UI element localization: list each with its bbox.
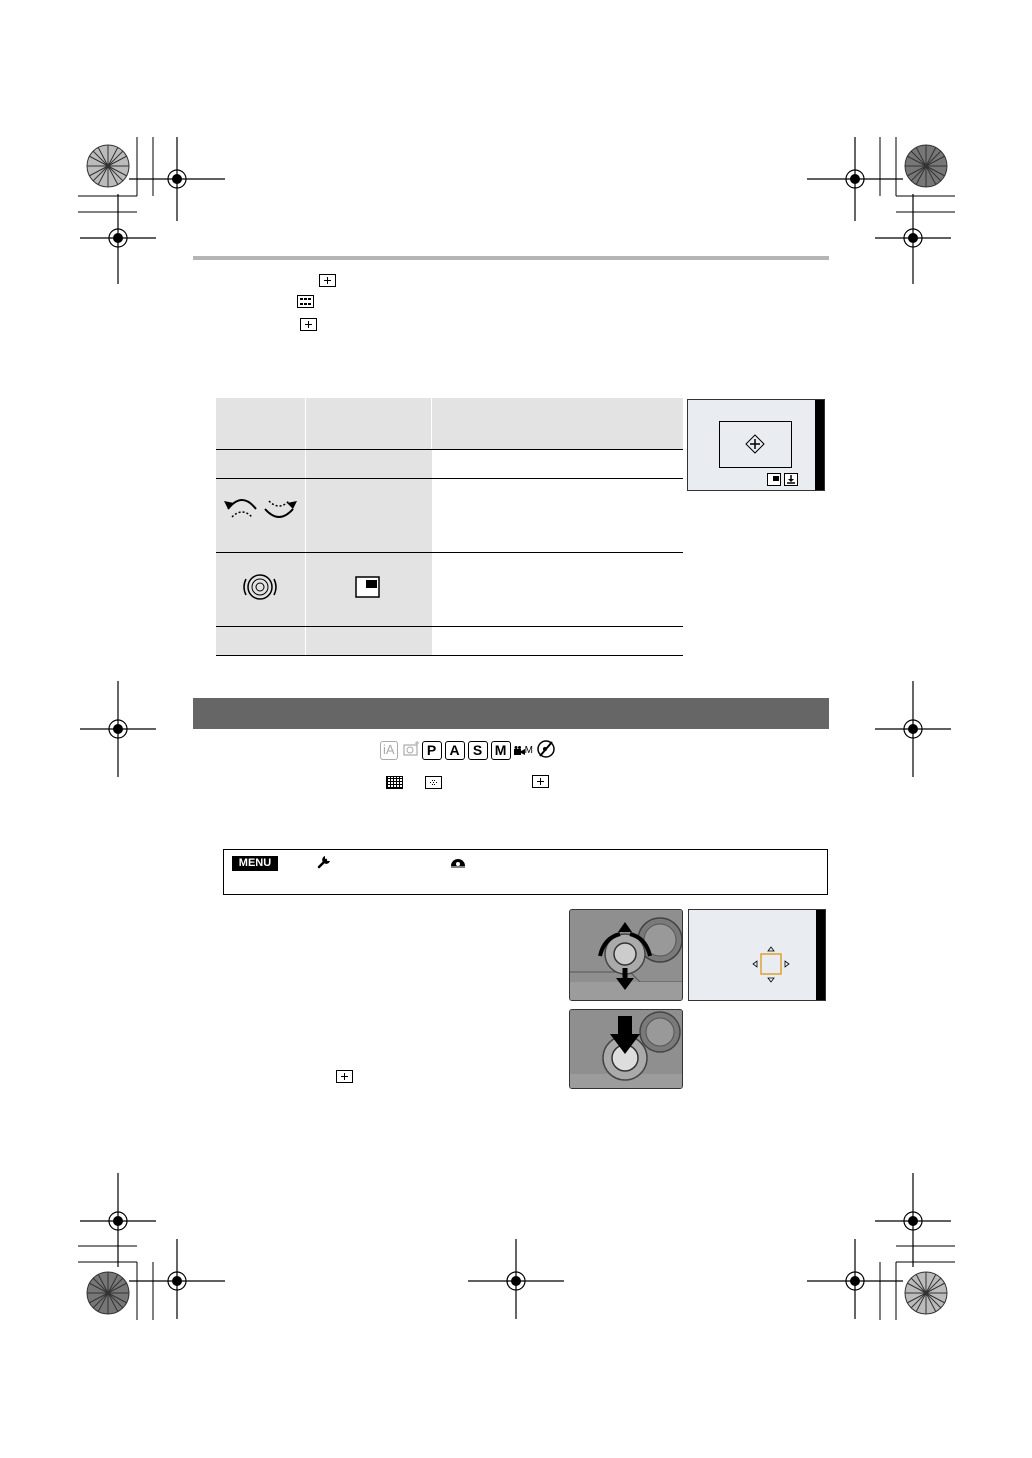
starburst-bottom-right: [905, 1272, 947, 1314]
table-cell: [216, 626, 306, 655]
mode-s-icon: S: [468, 741, 488, 760]
table-cell: [432, 552, 684, 626]
mode-ia-plus-icon: [401, 741, 419, 760]
header-rule: [193, 256, 829, 260]
operation-table: [216, 398, 683, 656]
starburst-bottom-left: [87, 1272, 129, 1314]
table-cell: [216, 449, 306, 478]
mode-ia-icon: iA: [380, 741, 398, 760]
wrench-icon: [316, 854, 332, 870]
grid-area-icon: [386, 776, 403, 789]
table-row: [216, 626, 683, 655]
table-cell: [432, 478, 684, 552]
screen-preview-af-area: [687, 399, 825, 491]
table-header-cell: [432, 398, 684, 449]
focus-area-icon: [336, 1070, 353, 1083]
af-area-frame: [719, 421, 792, 468]
table-cell: [216, 478, 306, 552]
mode-p-icon: P: [422, 741, 442, 760]
screen-side-bar: [815, 400, 824, 490]
starburst-top-left: [87, 145, 129, 187]
mode-movie-icon: [514, 741, 533, 760]
mode-creative-icon: [536, 738, 556, 763]
table-cell: [306, 478, 432, 552]
table-cell: [306, 449, 432, 478]
table-cell: [216, 552, 306, 626]
focus-area-icon: [300, 318, 317, 331]
table-cell: [306, 626, 432, 655]
mode-a-icon: A: [445, 741, 465, 760]
table-cell: [432, 449, 684, 478]
multi-area-icon: [297, 295, 314, 308]
front-rear-dial-icon: [216, 479, 305, 547]
mode-m-icon: M: [491, 741, 511, 760]
section-header-bar: [193, 698, 829, 729]
table-header-row: [216, 398, 683, 449]
focus-area-icon: [319, 274, 336, 287]
joystick-press-photo: [569, 1009, 683, 1089]
control-dial-icon: [216, 553, 305, 621]
mode-movie-label: M: [524, 745, 533, 756]
table-row: [216, 478, 683, 552]
table-row: [216, 449, 683, 478]
menu-badge: MENU: [232, 856, 278, 871]
table-row: [216, 552, 683, 626]
table-header-cell: [306, 398, 432, 449]
table-header-cell: [216, 398, 306, 449]
screen-side-bar: [816, 910, 825, 1000]
focus-area-icon: [532, 775, 549, 788]
starburst-top-right: [905, 145, 947, 187]
custom-multi-icon: [425, 776, 442, 789]
joystick-tilt-photo: [569, 909, 683, 1001]
af-frame-movable: [751, 946, 791, 984]
af-size-icon: [767, 473, 781, 486]
custom-menu-icon: [450, 856, 467, 868]
table-cell: [306, 552, 432, 626]
screen-preview-af-move: [688, 909, 826, 1001]
recording-modes: [380, 738, 556, 763]
menu-path-box: [223, 849, 828, 895]
table-cell: [432, 626, 684, 655]
reset-icon: [784, 473, 798, 486]
af-size-icon: [306, 553, 431, 621]
